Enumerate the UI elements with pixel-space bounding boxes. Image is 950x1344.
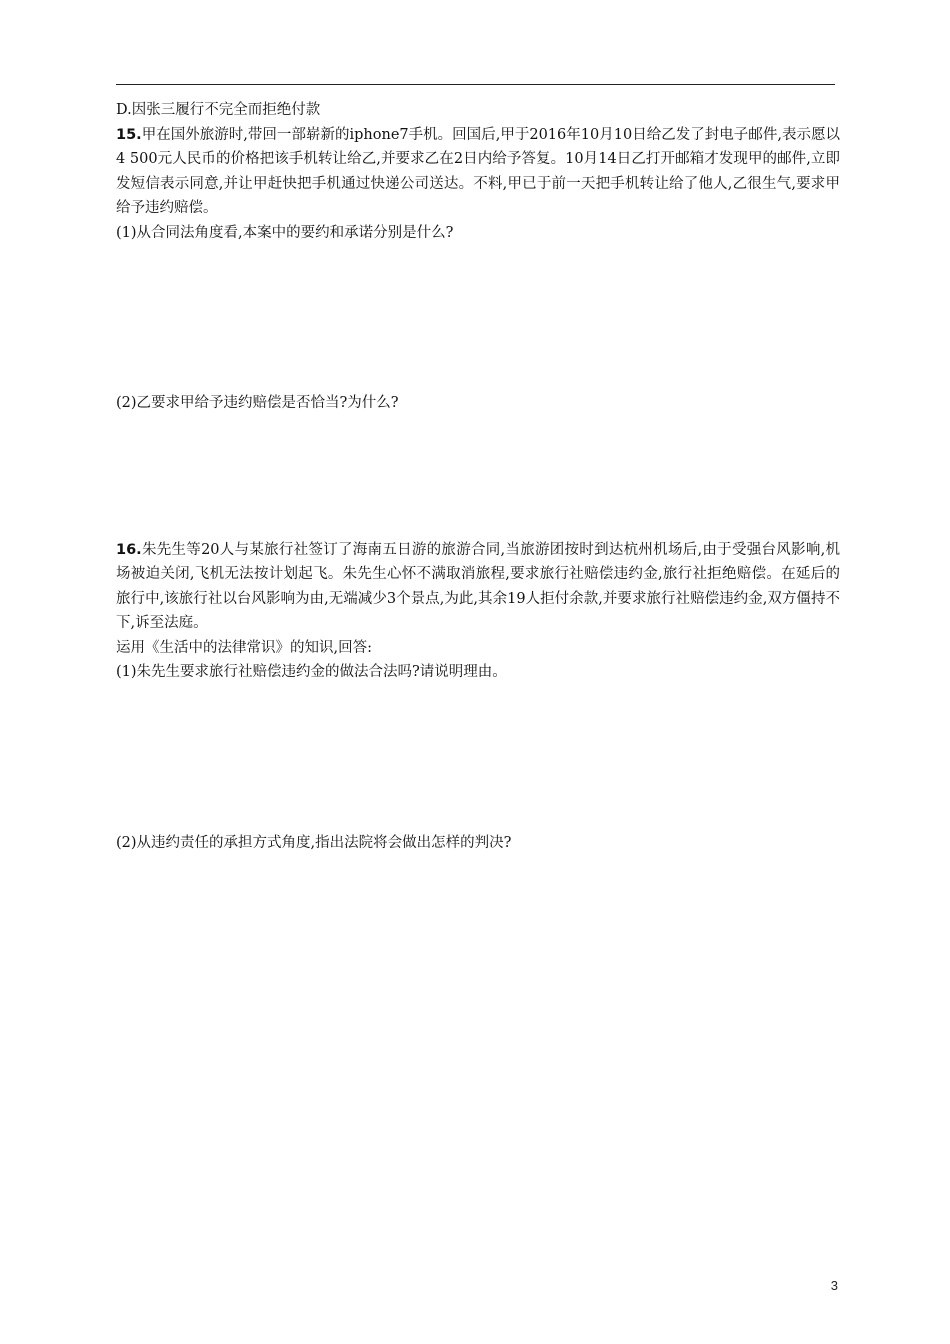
question-16-number: 16. xyxy=(116,541,142,558)
question-15-number: 15. xyxy=(116,126,142,143)
question-15-sub-2: (2)乙要求甲给予违约赔偿是否恰当?为什么? xyxy=(116,395,399,411)
question-15-stem xyxy=(116,123,840,221)
answer-space-15-2 xyxy=(116,416,840,538)
document-body xyxy=(116,98,840,855)
question-16-sub-2: (2)从违约责任的承担方式角度,指出法院将会做出怎样的判决? xyxy=(116,834,512,851)
header-rule xyxy=(116,84,835,85)
answer-space-16-1 xyxy=(116,685,840,831)
question-15-text: 甲在国外旅游时,带回一部崭新的iphone7手机。回国后,甲于2016年10月10日给乙发了封电子邮件,表示愿以4 500元人民币的价格把该手机转让给乙,并要求乙在2日内给予答复。10月14日乙打开邮箱才发现甲的邮件,立即发短信表示同意,并让甲赶快把手机通过快递公司送达。不料,甲已于前一天把手机转让给了他人,乙很生气,要求甲给予违约赔偿。 xyxy=(116,126,840,216)
question-16-stem xyxy=(116,538,840,636)
question-15-sub-1: (1)从合同法角度看,本案中的要约和承诺分别是什么? xyxy=(116,224,454,241)
question-16-text: 朱先生等20人与某旅行社签订了海南五日游的旅游合同,当旅游团按时到达杭州机场后,由于受强台风影响,机场被迫关闭,飞机无法按计划起飞。朱先生心怀不满取消旅程,要求旅行社赔偿违约金,旅行社拒绝赔偿。在延后的旅行中,该旅行社以台风影响为由,无端减少3个景点,为此,其余19人拒付余款,并要求旅行社赔偿违约金,双方僵持不下,诉至法庭。 xyxy=(116,541,840,631)
answer-space-15-1 xyxy=(116,245,840,391)
option-d: D.因张三履行不完全而拒绝付款 xyxy=(116,102,321,118)
question-16-instruction: 运用《生活中的法律常识》的知识,回答: xyxy=(116,639,372,656)
page-number: 3 xyxy=(830,1278,838,1293)
question-16-sub-1: (1)朱先生要求旅行社赔偿违约金的做法合法吗?请说明理由。 xyxy=(116,664,507,680)
